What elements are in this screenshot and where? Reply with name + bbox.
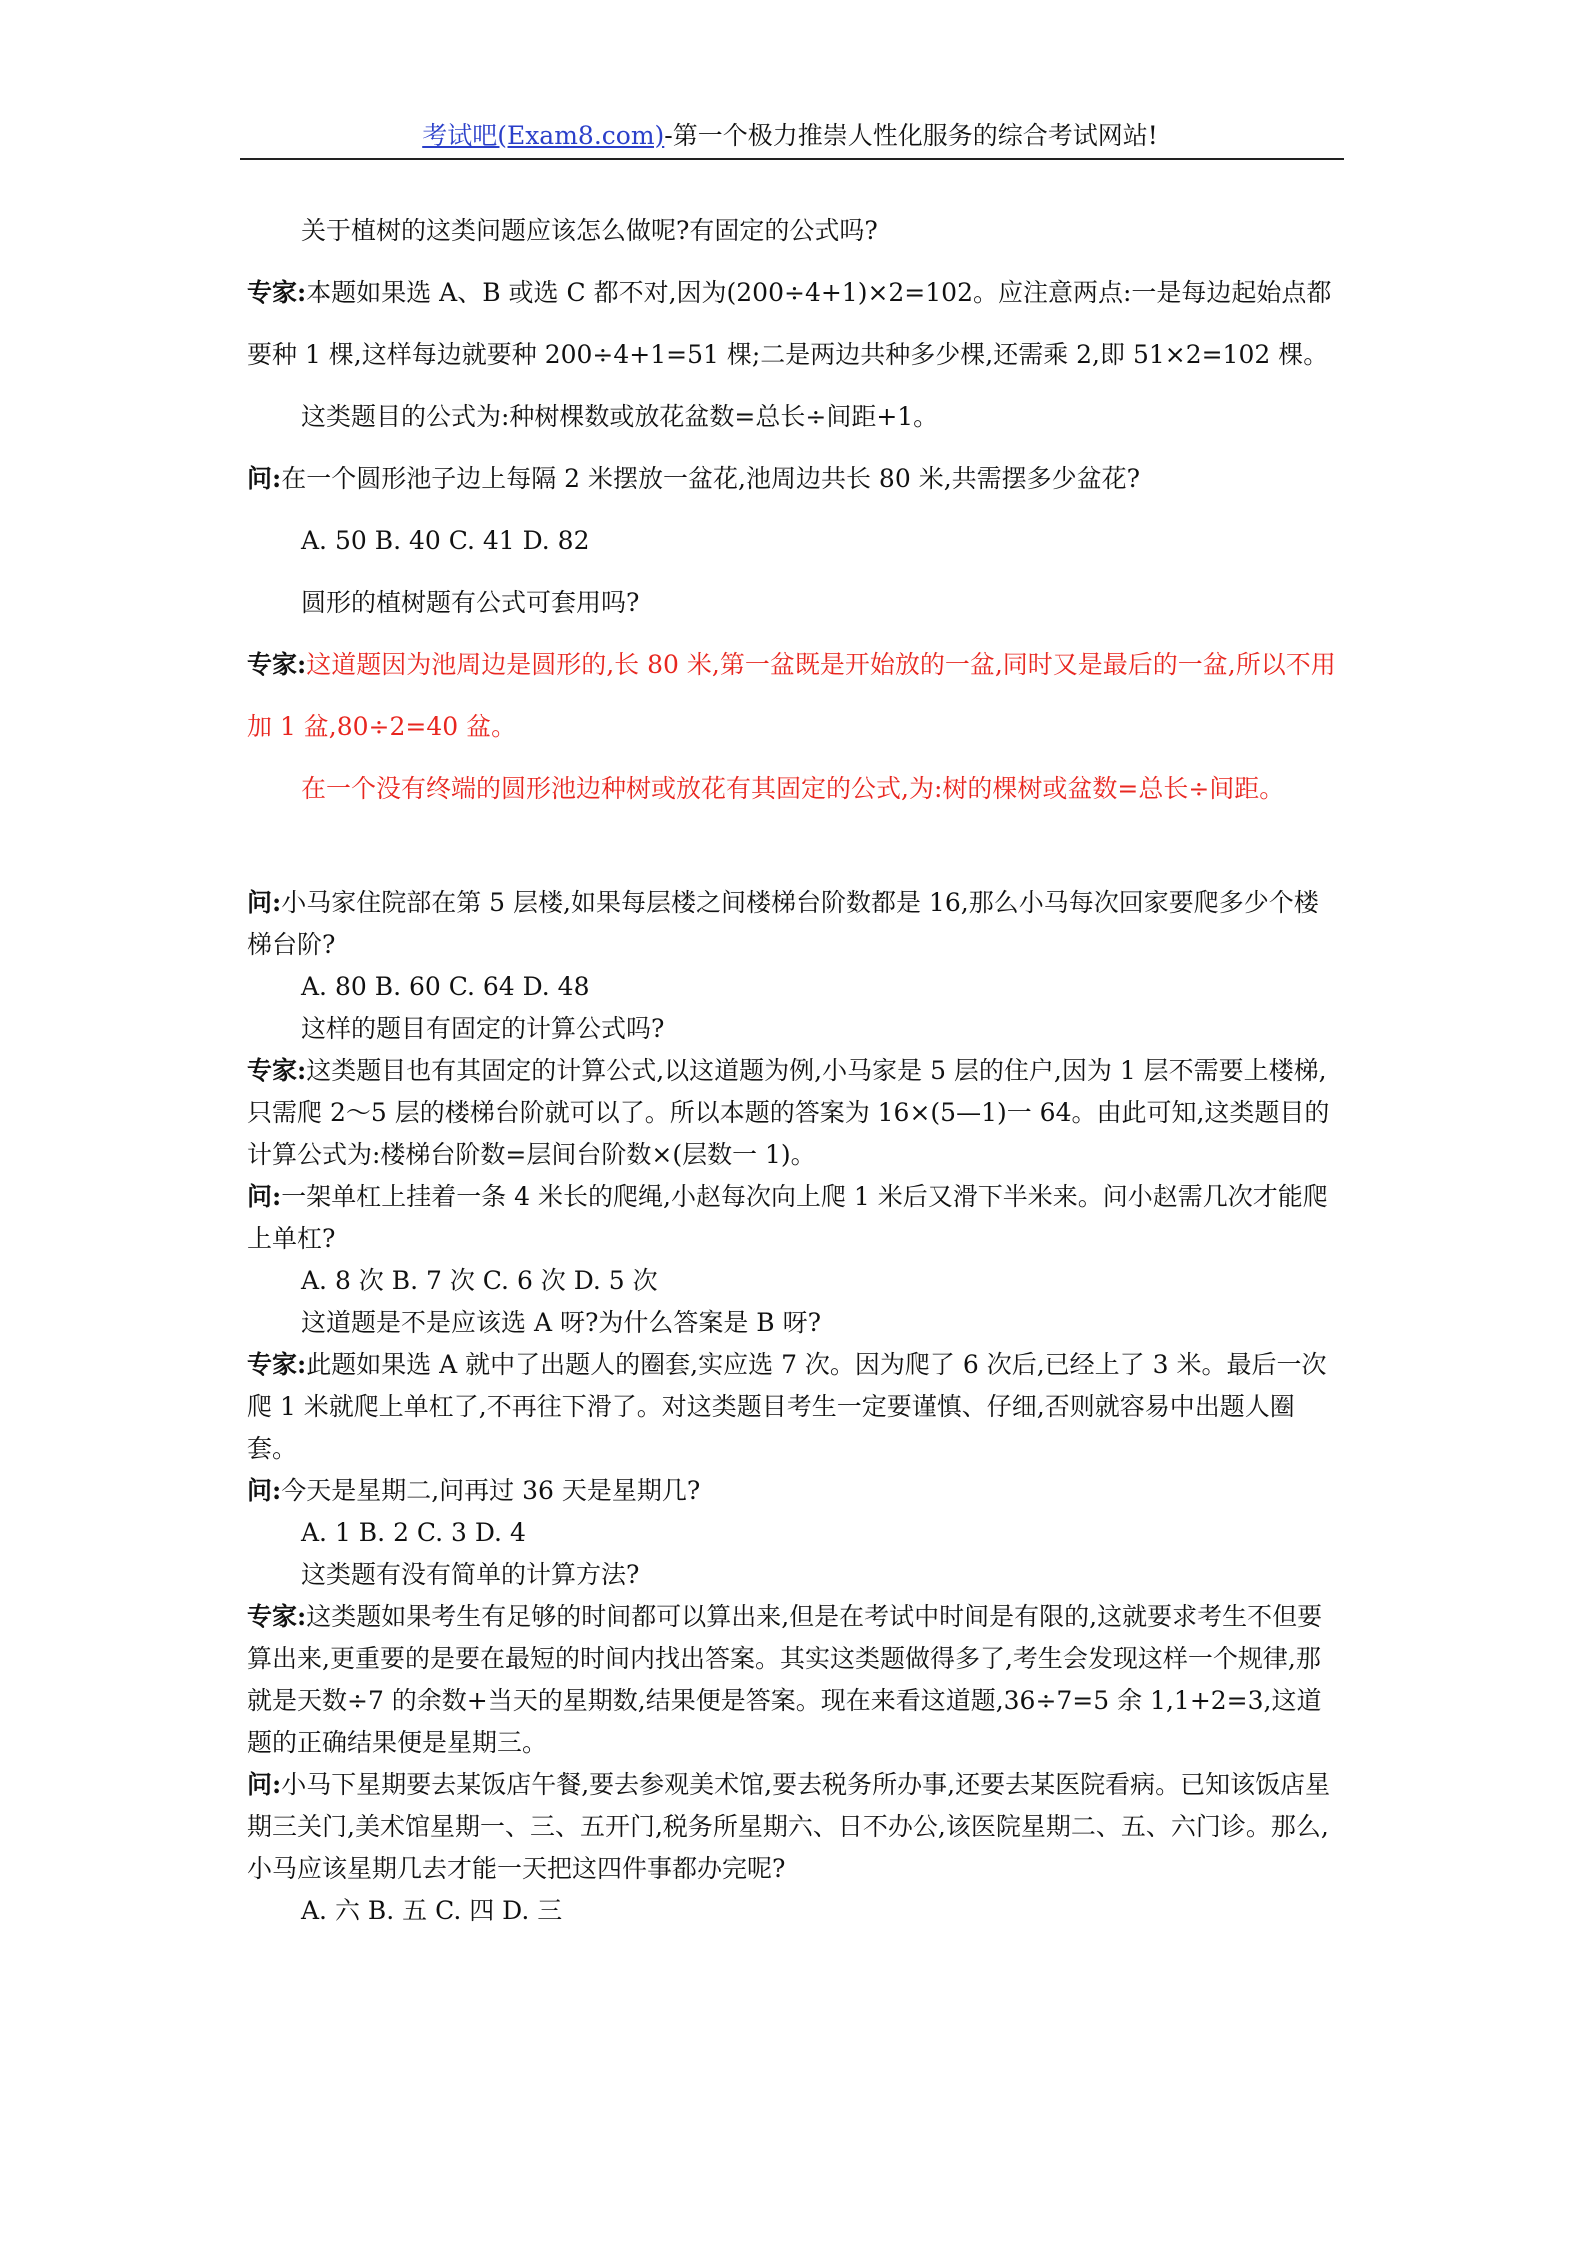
page-header bbox=[240, 118, 1340, 154]
section5-question bbox=[247, 1470, 1343, 1512]
site-tagline: -第一个极力推崇人性化服务的综合考试网站! bbox=[664, 121, 1158, 150]
section2-question-text: 在一个圆形池子边上每隔 2 米摆放一盆花,池周边共长 80 米,共需摆多少盆花? bbox=[281, 464, 1141, 493]
question-label: 问: bbox=[247, 888, 282, 917]
section2-options: A. 50 B. 40 C. 41 D. 82 bbox=[301, 526, 590, 555]
section3-followup: 这样的题目有固定的计算公式吗? bbox=[301, 1014, 665, 1043]
expert-label: 专家: bbox=[247, 1056, 307, 1085]
section5-options: A. 1 B. 2 C. 3 D. 4 bbox=[301, 1518, 526, 1547]
section2-expert-text: 这道题因为池周边是圆形的,长 80 米,第一盆既是开始放的一盆,同时又是最后的一盆,所以不用加 1 盆,80÷2=40 盆。 bbox=[247, 650, 1336, 741]
expert-label: 专家: bbox=[247, 650, 307, 679]
section3-expert-answer bbox=[247, 1050, 1343, 1176]
section5-followup: 这类题有没有简单的计算方法? bbox=[301, 1560, 640, 1589]
section4-expert-text: 此题如果选 A 就中了出题人的圈套,实应选 7 次。因为爬了 6 次后,已经上了 3 米。最后一次爬 1 米就爬上单杠了,不再往下滑了。对这类题目考生一定要谨慎、仔细,否则就容易中出题人圈套。 bbox=[247, 1350, 1327, 1463]
expert-label: 专家: bbox=[247, 1350, 307, 1379]
document-body bbox=[247, 200, 1343, 1932]
section5-expert-text: 这类题如果考生有足够的时间都可以算出来,但是在考试中时间是有限的,这就要求考生不但要算出来,更重要的是要在最短的时间内找出答案。其实这类题做得多了,考生会发现这样一个规律,那就是天数÷7 的余数+当天的星期数,结果便是答案。现在来看这道题,36÷7=5 余 1,1+2=3,这道题的正确结果便是星期三。 bbox=[247, 1602, 1323, 1757]
section4-expert-answer bbox=[247, 1344, 1343, 1470]
section5-expert-answer bbox=[247, 1596, 1343, 1764]
section2-expert-answer bbox=[247, 634, 1343, 758]
section1-expert-text: 本题如果选 A、B 或选 C 都不对,因为(200÷4+1)×2=102。应注意两点:一是每边起始点都要种 1 棵,这样每边就要种 200÷4+1=51 棵;二是两边共种多少棵,还需乘 2,即 51×2=102 棵。 bbox=[247, 278, 1332, 369]
section4-question bbox=[247, 1176, 1343, 1260]
section-spacer bbox=[247, 820, 1343, 882]
expert-label: 专家: bbox=[247, 278, 307, 307]
section1-expert-answer bbox=[247, 262, 1343, 386]
section1-formula: 这类题目的公式为:种树棵数或放花盆数=总长÷间距+1。 bbox=[301, 402, 939, 431]
section4-options: A. 8 次 B. 7 次 C. 6 次 D. 5 次 bbox=[301, 1266, 658, 1295]
section2-followup: 圆形的植树题有公式可套用吗? bbox=[301, 588, 640, 617]
question-label: 问: bbox=[247, 464, 282, 493]
section3-options: A. 80 B. 60 C. 64 D. 48 bbox=[301, 972, 590, 1001]
header-divider bbox=[240, 158, 1344, 160]
section4-question-text: 一架单杠上挂着一条 4 米长的爬绳,小赵每次向上爬 1 米后又滑下半米来。问小赵需几次才能爬上单杠? bbox=[247, 1182, 1328, 1253]
section5-question-text: 今天是星期二,问再过 36 天是星期几? bbox=[281, 1476, 701, 1505]
question-label: 问: bbox=[247, 1182, 282, 1211]
section1-intro: 关于植树的这类问题应该怎么做呢?有固定的公式吗? bbox=[301, 216, 878, 245]
section2-formula: 在一个没有终端的圆形池边种树或放花有其固定的公式,为:树的棵树或盆数=总长÷间距。 bbox=[301, 774, 1285, 803]
section3-question-text: 小马家住院部在第 5 层楼,如果每层楼之间楼梯台阶数都是 16,那么小马每次回家要爬多少个楼梯台阶? bbox=[247, 888, 1319, 959]
section3-question bbox=[247, 882, 1343, 966]
section6-question bbox=[247, 1764, 1343, 1890]
section4-followup: 这道题是不是应该选 A 呀?为什么答案是 B 呀? bbox=[301, 1308, 822, 1337]
section6-options: A. 六 B. 五 C. 四 D. 三 bbox=[301, 1896, 563, 1925]
site-link[interactable]: 考试吧(Exam8.com) bbox=[422, 121, 665, 150]
expert-label: 专家: bbox=[247, 1602, 307, 1631]
section2-question bbox=[247, 448, 1343, 510]
question-label: 问: bbox=[247, 1476, 282, 1505]
section3-expert-text: 这类题目也有其固定的计算公式,以这道题为例,小马家是 5 层的住户,因为 1 层不需要上楼梯,只需爬 2～5 层的楼梯台阶就可以了。所以本题的答案为 16×(5—1)一 64。由此可知,这类题目的计算公式为:楼梯台阶数=层间台阶数×(层数一 1)。 bbox=[247, 1056, 1330, 1169]
section6-question-text: 小马下星期要去某饭店午餐,要去参观美术馆,要去税务所办事,还要去某医院看病。已知该饭店星期三关门,美术馆星期一、三、五开门,税务所星期六、日不办公,该医院星期二、五、六门诊。那么,小马应该星期几去才能一天把这四件事都办完呢? bbox=[247, 1770, 1331, 1883]
question-label: 问: bbox=[247, 1770, 282, 1799]
